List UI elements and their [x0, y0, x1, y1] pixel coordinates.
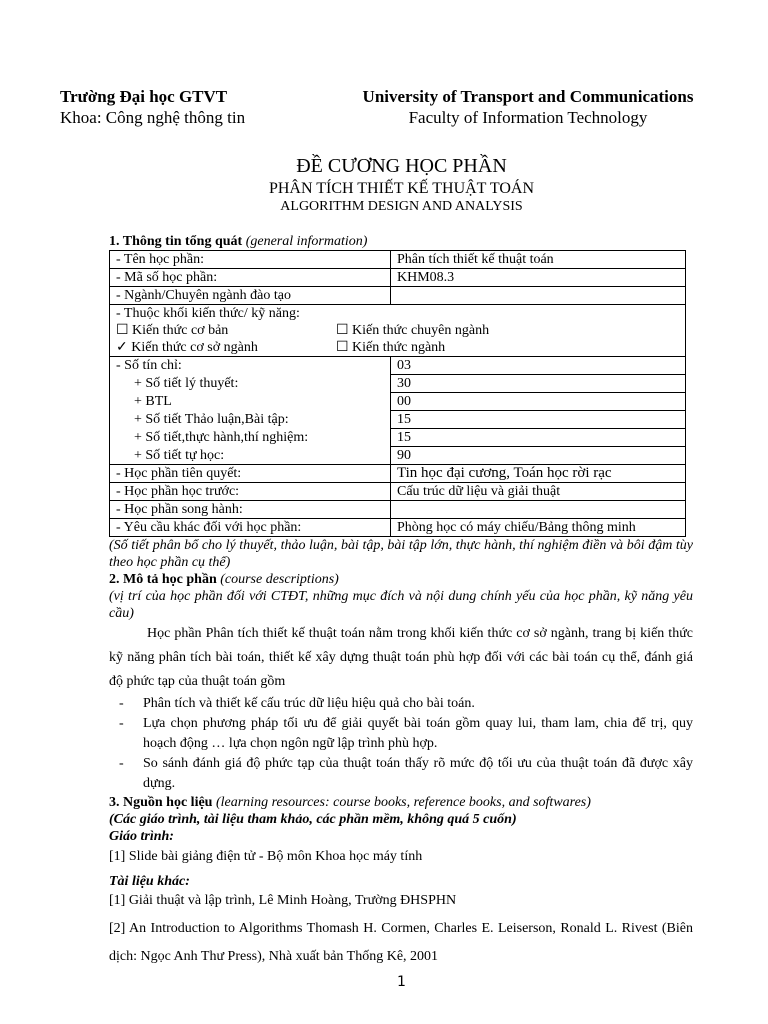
- table-row: - Yêu cầu khác đối với học phần: Phòng học có máy chiếu/Bảng thông minh: [110, 519, 686, 537]
- table-row: - Ngành/Chuyên ngành đào tạo: [110, 287, 686, 305]
- section-1-note: (Số tiết phân bổ cho lý thuyết, thảo luận, bài tập, bài tập lớn, thực hành, thí nghiệm điền và bôi đậm tùy theo học phần cụ thể): [109, 538, 693, 570]
- table-row: - Số tín chỉ: 03: [110, 357, 686, 375]
- section-2-heading: 2. Mô tả học phần (course descriptions): [109, 572, 339, 587]
- title-line-1: ĐỀ CƯƠNG HỌC PHẦN: [296, 155, 507, 177]
- list-item: - So sánh đánh giá độ phức tạp của thuật toán thấy rõ mức độ tối ưu của thuật toán đã được xây dựng.: [109, 754, 693, 794]
- faculty-name-vi: Khoa: Công nghệ thông tin: [60, 108, 246, 127]
- checkbox-foundation: ✓ Kiến thức cơ sở ngành: [116, 340, 258, 355]
- table-row: + Số tiết,thực hành,thí nghiệm: 15: [110, 429, 686, 447]
- section-2-bullets: [109, 694, 693, 794]
- table-row-knowledge-block: - Thuộc khối kiến thức/ kỹ năng: ☐ Kiến thức cơ bản ☐ Kiến thức chuyên ngành ✓ Kiến thức cơ sở ngành ☐ Kiến thức ngành: [110, 305, 686, 357]
- textbook-label: Giáo trình:: [109, 829, 174, 844]
- table-row: - Mã số học phần: KHM08.3: [110, 269, 686, 287]
- section-2-paragraph: Học phần Phân tích thiết kế thuật toán nằm trong khối kiến thức cơ sở ngành, trang bị kiến thức kỹ năng phân tích bài toán, thiết kế xây dựng thuật toán phù hợp đối với các bài toán cụ thể, đánh giá độ phức tạp của thuật toán gồm: [109, 626, 693, 689]
- university-name-vi: Trường Đại học GTVT: [60, 87, 228, 106]
- document-title: [0, 153, 768, 216]
- table-row: + Số tiết tự học: 90: [110, 447, 686, 465]
- list-item: - Lựa chọn phương pháp tối ưu để giải quyết bài toán gồm quay lui, tham lam, chia để trị, quy hoạch động … lựa chọn ngôn ngữ lập trình phù hợp.: [109, 714, 693, 754]
- page-number: 1: [397, 974, 406, 990]
- faculty-name-en: Faculty of Information Technology: [408, 108, 648, 127]
- table-row: - Học phần học trước: Cấu trúc dữ liệu và giải thuật: [110, 483, 686, 501]
- section-3-heading: 3. Nguồn học liệu (learning resources: course books, reference books, and softwares): [109, 795, 591, 810]
- checkbox-specialized: ☐ Kiến thức chuyên ngành: [336, 323, 490, 338]
- checkbox-major: ☐ Kiến thức ngành: [336, 340, 446, 355]
- table-row: + Số tiết lý thuyết: 30: [110, 375, 686, 393]
- other-ref-2: [2] An Introduction to Algorithms Thomash H. Cormen, Charles E. Leiserson, Ronald L. Rivest (Biên dịch: Ngọc Anh Thư Press), Nhà xuất bản Thống Kê, 2001: [109, 921, 693, 964]
- table-row: - Học phần tiên quyết: Tin học đại cương, Toán học rời rạc: [110, 465, 686, 483]
- other-refs-label: Tài liệu khác:: [109, 874, 190, 889]
- title-line-3: ALGORITHM DESIGN AND ANALYSIS: [280, 199, 523, 214]
- table-row: + BTL 00: [110, 393, 686, 411]
- section-1-heading: 1. Thông tin tổng quát (general information): [109, 234, 368, 249]
- table-row: + Số tiết Thảo luận,Bài tập: 15: [110, 411, 686, 429]
- list-item: - Phân tích và thiết kế cấu trúc dữ liệu hiệu quả cho bài toán.: [109, 694, 693, 714]
- title-line-2: PHÂN TÍCH THIẾT KẾ THUẬT TOÁN: [268, 180, 535, 197]
- table-row: - Tên học phần: Phân tích thiết kế thuật toán: [110, 251, 686, 269]
- textbook-ref-1: [1] Slide bài giảng điện tử - Bộ môn Khoa học máy tính: [109, 849, 423, 864]
- checkbox-basic: ☐ Kiến thức cơ bản: [116, 323, 229, 338]
- header-left: [60, 86, 245, 128]
- other-ref-1: [1] Giải thuật và lập trình, Lê Minh Hoàng, Trường ĐHSPHN: [109, 893, 457, 908]
- section-3-note: (Các giáo trình, tài liệu tham khảo, các phần mềm, không quá 5 cuốn): [109, 812, 517, 827]
- section-2-note: (vị trí của học phần đối với CTĐT, những mục đích và nội dung chính yếu của học phần, kỹ năng yêu cầu): [109, 589, 693, 621]
- header-right: [340, 86, 716, 128]
- general-info-table: [109, 250, 686, 537]
- document-body: [109, 233, 693, 971]
- table-row: - Học phần song hành:: [110, 501, 686, 519]
- university-name-en: University of Transport and Communications: [362, 87, 694, 106]
